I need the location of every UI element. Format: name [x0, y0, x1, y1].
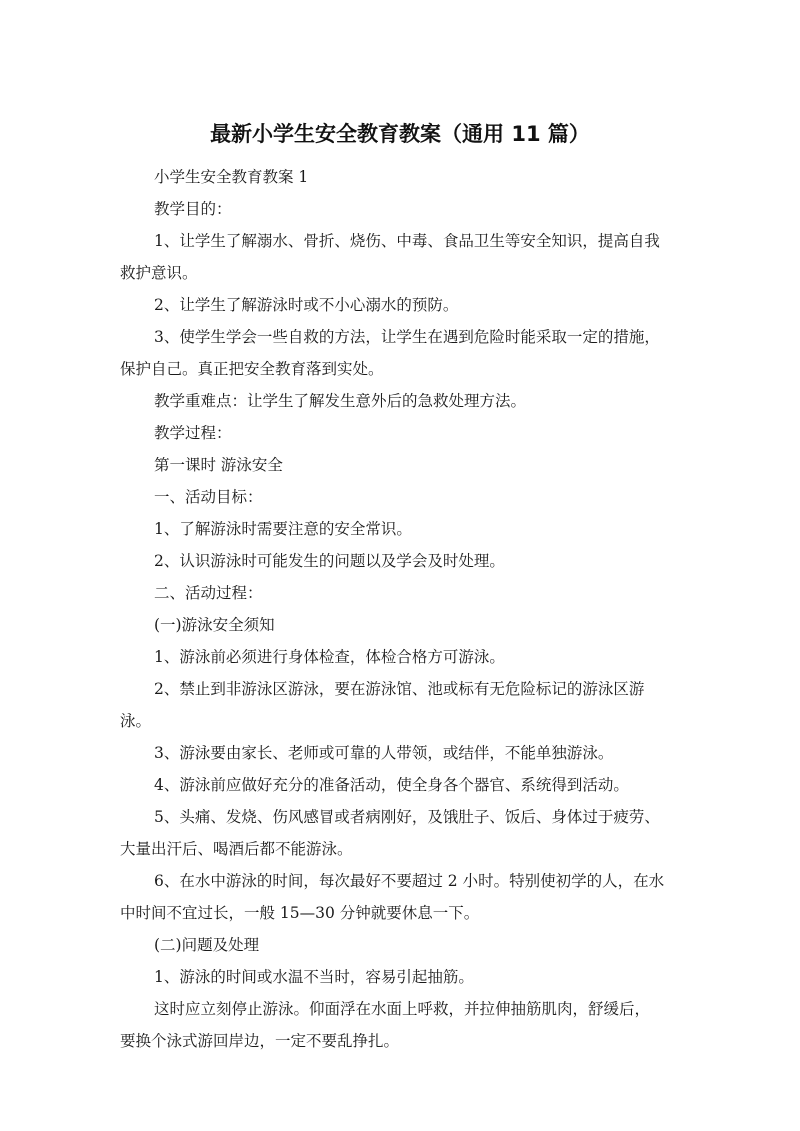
paragraph-line: 5、头痛、发烧、伤风感冒或者病刚好，及饿肚子、饭后、身体过于疲劳、	[154, 808, 660, 826]
paragraph	[120, 929, 680, 961]
paragraph-line: 1、游泳的时间或水温不当时，容易引起抽筋。	[154, 968, 474, 986]
paragraph-line: 1、让学生了解溺水、骨折、烧伤、中毒、食品卫生等安全知识，提高自我	[154, 232, 660, 250]
paragraph	[120, 609, 680, 641]
paragraph	[120, 673, 680, 737]
paragraph-line: 这时应立刻停止游泳。仰面浮在水面上呼救，并拉伸抽筋肌肉，舒缓后，	[154, 1000, 651, 1018]
paragraph	[120, 193, 680, 225]
paragraph	[120, 225, 680, 289]
paragraph	[120, 385, 680, 417]
document-body	[120, 161, 680, 1057]
paragraph-line: 泳。	[120, 712, 152, 730]
paragraph	[120, 865, 680, 929]
paragraph	[120, 481, 680, 513]
paragraph-line: 2、让学生了解游泳时或不小心溺水的预防。	[154, 296, 459, 314]
paragraph	[120, 769, 680, 801]
paragraph-line: (二)问题及处理	[154, 936, 260, 954]
paragraph-line: 教学过程：	[154, 424, 232, 442]
paragraph	[120, 321, 680, 385]
paragraph	[120, 449, 680, 481]
paragraph-line: 小学生安全教育教案 1	[154, 168, 309, 186]
paragraph-line: 3、游泳要由家长、老师或可靠的人带领，或结伴，不能单独游泳。	[154, 744, 614, 762]
paragraph	[120, 737, 680, 769]
paragraph-line: 1、游泳前必须进行身体检查，体检合格方可游泳。	[154, 648, 505, 666]
paragraph	[120, 961, 680, 993]
paragraph	[120, 545, 680, 577]
paragraph-line: 中时间不宜过长，一般 15—30 分钟就要休息一下。	[120, 904, 480, 922]
paragraph-line: 6、在水中游泳的时间，每次最好不要超过 2 小时。特别使初学的人，在水	[154, 872, 665, 890]
paragraph	[120, 993, 680, 1057]
paragraph	[120, 513, 680, 545]
paragraph	[120, 801, 680, 865]
paragraph-line: 教学目的：	[154, 200, 232, 218]
paragraph-line: (一)游泳安全须知	[154, 616, 275, 634]
paragraph-line: 一、活动目标：	[154, 488, 263, 506]
paragraph-line: 1、了解游泳时需要注意的安全常识。	[154, 520, 412, 538]
paragraph	[120, 289, 680, 321]
paragraph-line: 2、禁止到非游泳区游泳，要在游泳馆、池或标有无危险标记的游泳区游	[154, 680, 645, 698]
paragraph	[120, 161, 680, 193]
paragraph-line: 大量出汗后、喝酒后都不能游泳。	[120, 840, 353, 858]
paragraph-line: 4、游泳前应做好充分的准备活动，使全身各个器官、系统得到活动。	[154, 776, 629, 794]
paragraph-line: 2、认识游泳时可能发生的问题以及学会及时处理。	[154, 552, 505, 570]
paragraph-line: 保护自己。真正把安全教育落到实处。	[120, 360, 384, 378]
paragraph	[120, 577, 680, 609]
paragraph	[120, 641, 680, 673]
paragraph	[120, 417, 680, 449]
document-title: 最新小学生安全教育教案（通用 11 篇）	[210, 122, 590, 146]
paragraph-line: 二、活动过程：	[154, 584, 263, 602]
paragraph-line: 第一课时 游泳安全	[154, 456, 283, 474]
paragraph-line: 救护意识。	[120, 264, 198, 282]
paragraph-line: 3、使学生学会一些自救的方法，让学生在遇到危险时能采取一定的措施，	[154, 328, 660, 346]
paragraph-line: 教学重难点：让学生了解发生意外后的急救处理方法。	[154, 392, 527, 410]
paragraph-line: 要换个泳式游回岸边，一定不要乱挣扎。	[120, 1032, 400, 1050]
